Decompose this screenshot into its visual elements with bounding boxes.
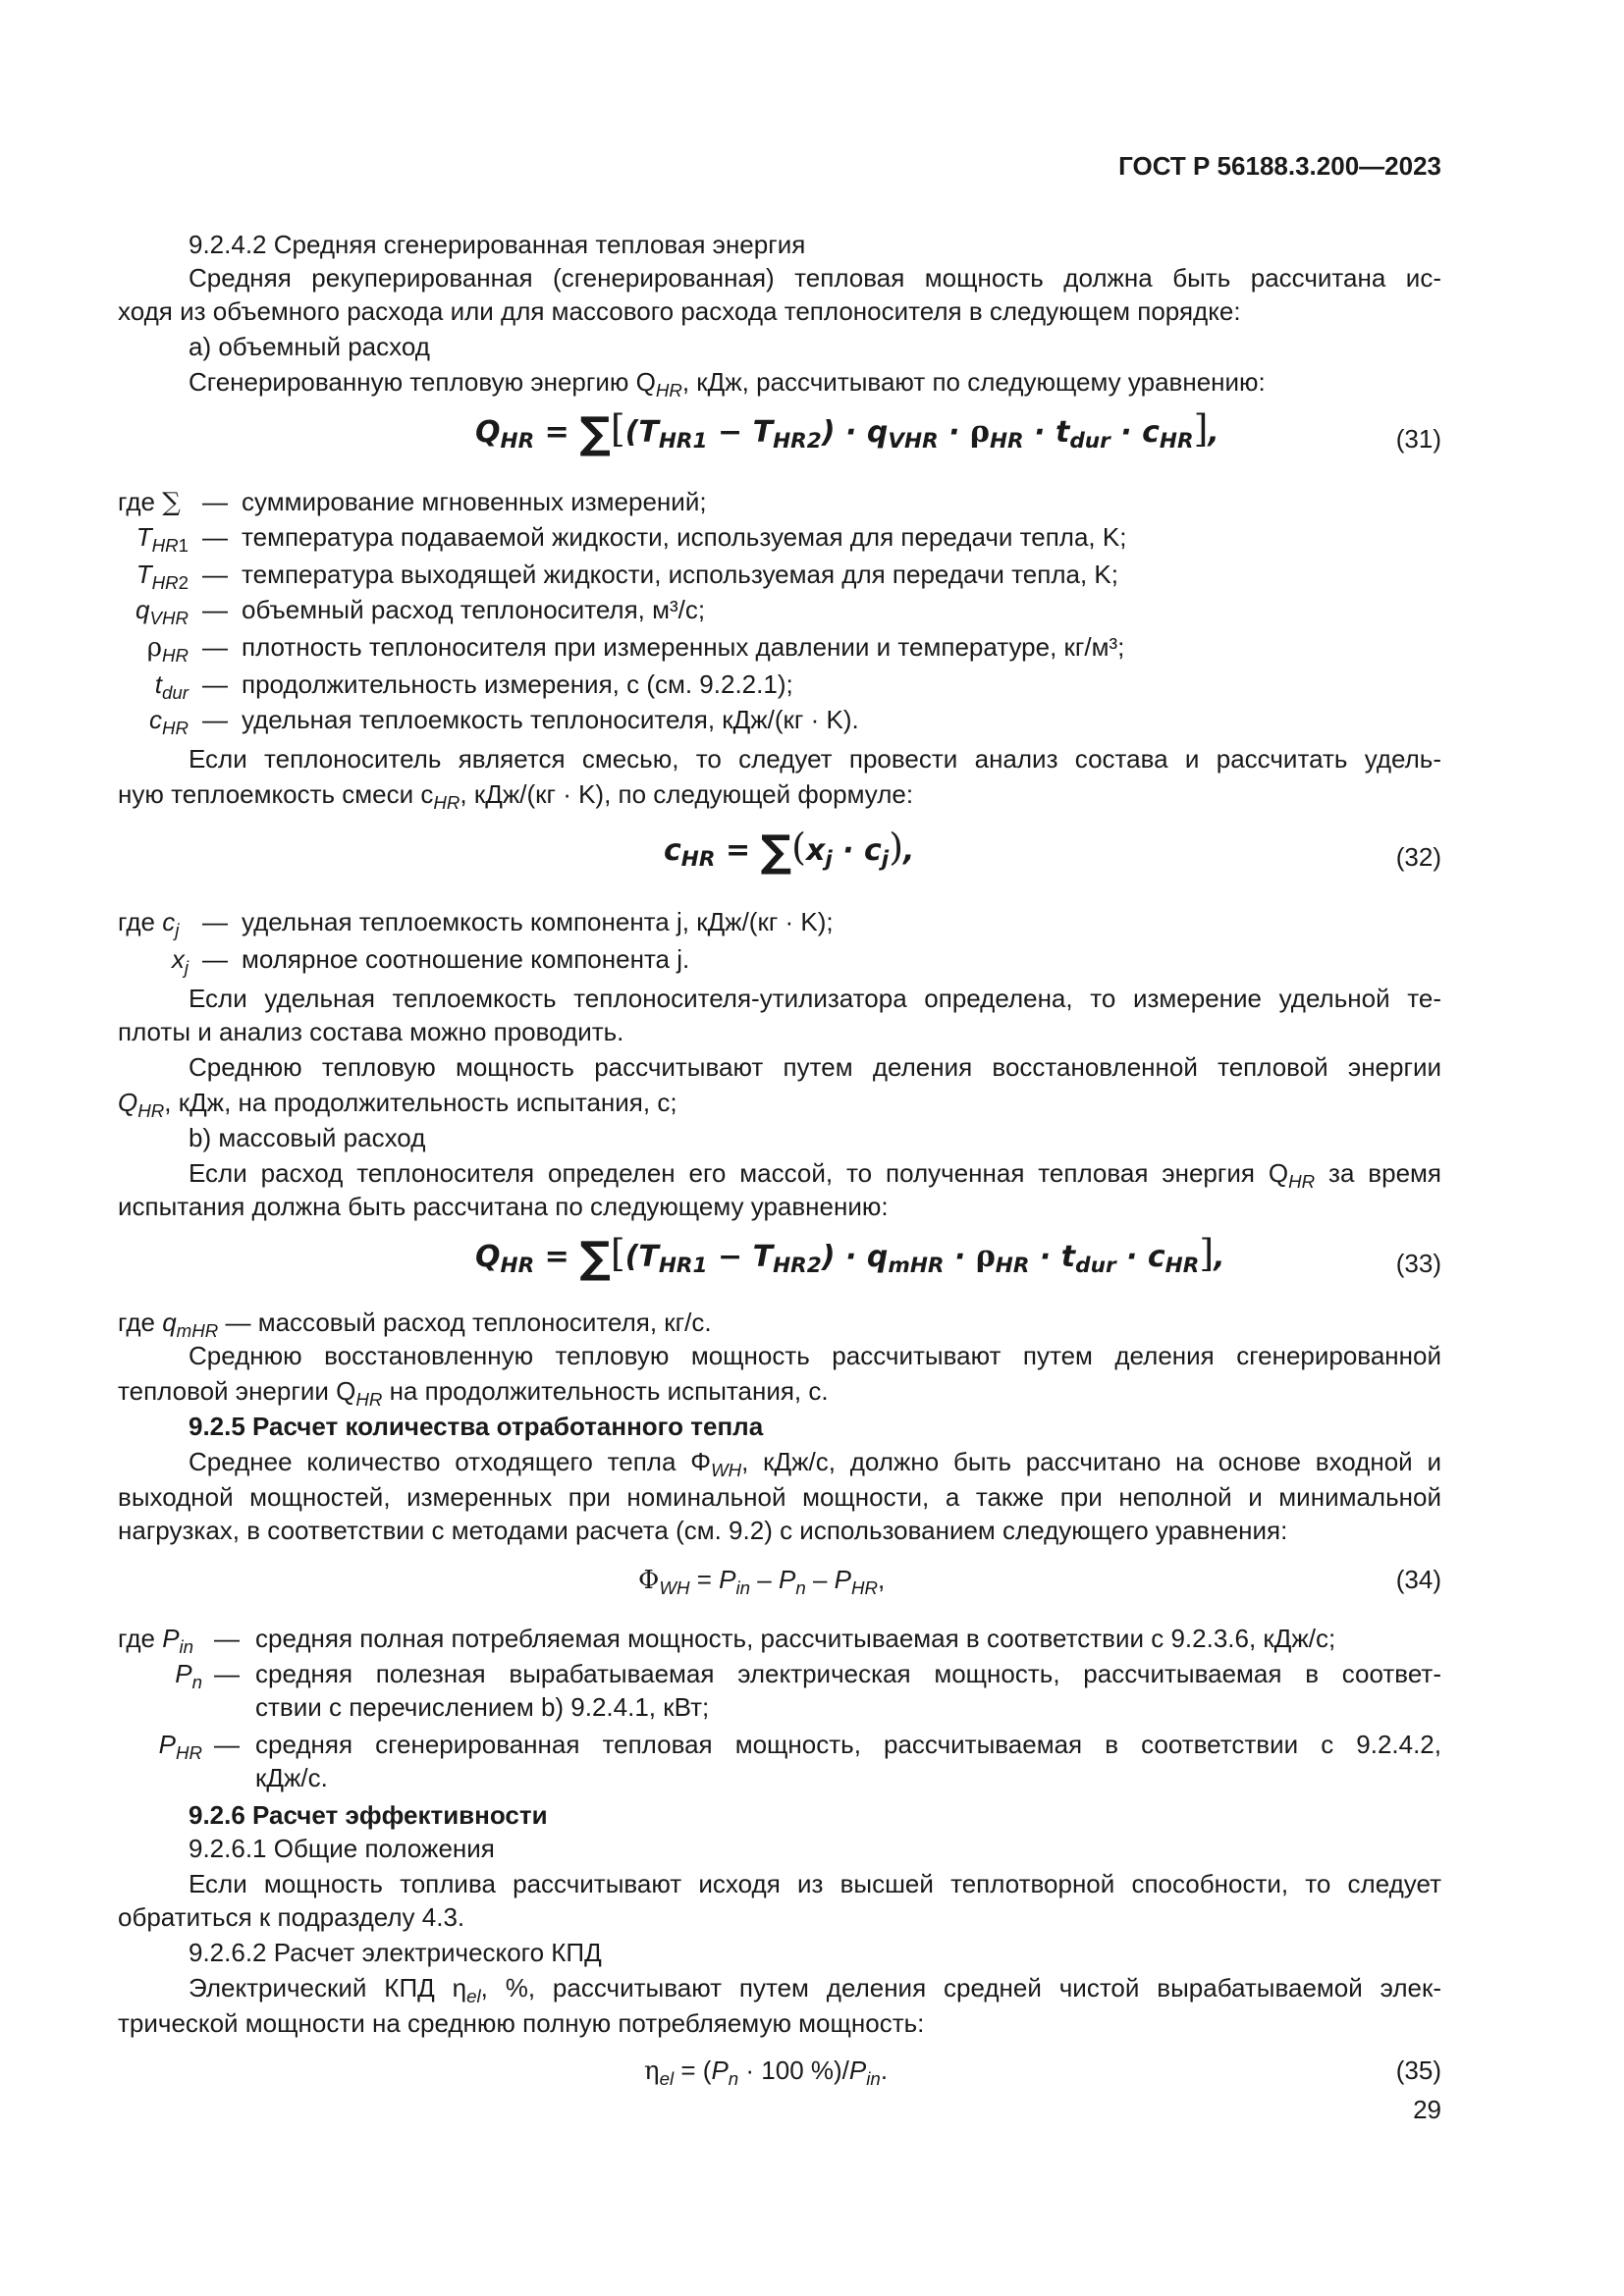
paragraph-line: Среднее количество отходящего тепла $\Phi_{WH}$, кДж/с, должно быть рассчитано на основе входной и [189, 1447, 1441, 1480]
definition-xj: молярное соотношение компонента j. [242, 944, 690, 974]
section-9-2-5-title: 9.2.5 Расчет количества отработанного тепла [189, 1412, 764, 1441]
equation-33-number: (33) [1395, 1249, 1441, 1278]
paragraph-line: обратиться к подразделу 4.3. [118, 1902, 465, 1932]
definition-qvhr: объемный расход теплоносителя, м³/с; [242, 595, 706, 624]
paragraph-line: Если удельная теплоемкость теплоносителя-утилизатора определена, то измерение удельной те- [189, 984, 1441, 1013]
definition-rhohr: плотность теплоносителя при измеренных давлении и температуре, кг/м³; [242, 632, 1125, 662]
dash: — [202, 522, 228, 552]
definition-phr: кДж/с. [255, 1763, 328, 1792]
list-item-b: b) массовый расход [189, 1123, 426, 1152]
paragraph-line: ходя из объемного расхода или для массового расхода теплоносителя в следующем порядке: [118, 296, 1241, 326]
equation-33: $Q_{HR} = \sum[(T_{HR1} - T_{HR2}) \cdot q_{mHR} \cdot \rho_{HR} \cdot t_{dur} \cdot c_{HR}]$, [475, 1232, 1225, 1283]
definition-pin: средняя полная потребляемая мощность, рассчитываемая в соответствии с 9.2.3.6, кДж/с; [255, 1624, 1336, 1653]
equation-32-number: (32) [1395, 842, 1441, 872]
paragraph-line: Если мощность топлива рассчитывают исходя из высшей теплотворной способности, то следует [189, 1869, 1441, 1898]
symbol-tdur: $t_{dur}$ [154, 669, 189, 703]
dash: — [202, 705, 228, 734]
symbol-qvhr: $q_{VHR}$ [135, 595, 189, 628]
equation-32: $c_{HR} = \sum(x_j \cdot c_j)$, [664, 826, 915, 877]
dash: — [202, 560, 228, 589]
section-9-2-4-2-title: 9.2.4.2 Средняя сгенерированная тепловая энергия [189, 230, 806, 259]
dash: — [202, 669, 228, 699]
paragraph-line: Средняя рекуперированная (сгенерированная) тепловая мощность должна быть рассчитана ис- [189, 263, 1441, 293]
dash: — [214, 1730, 240, 1759]
symbol-chr: $c_{HR}$ [148, 705, 189, 738]
symbol-rhohr: $\rho_{HR}$ [146, 633, 189, 666]
equation-34: $\Phi_{WH} = P_{in} - P_n - P_{HR}$, [638, 1565, 886, 1598]
dash: — [202, 487, 228, 516]
definition-cj: удельная теплоемкость компонента j, кДж/(кг · K); [242, 907, 834, 936]
section-9-2-6-title: 9.2.6 Расчет эффективности [189, 1800, 548, 1830]
paragraph-line: плоты и анализ состава можно проводить. [118, 1017, 624, 1046]
paragraph-line: ную теплоемкость смеси $c_{HR}$, кДж/(кг · K), по следующей формуле: [118, 779, 914, 813]
definition-thr2: температура выходящей жидкости, используемая для передачи тепла, K; [242, 560, 1118, 589]
dash: — [202, 595, 228, 624]
paragraph-line: нагрузках, в соответствии с методами расчета (см. 9.2) с использованием следующего уравнения: [118, 1516, 1288, 1545]
definition-thr1: температура подаваемой жидкости, используемая для передачи тепла, K; [242, 522, 1127, 552]
paragraph-line: Если теплоноситель является смесью, то следует провести анализ состава и рассчитать удель- [189, 744, 1441, 774]
where-label: где $P_{in}$ [118, 1624, 194, 1657]
paragraph-line: выходной мощностей, измеренных при номинальной мощности, а также при неполной и минимальной [118, 1482, 1441, 1512]
definition-tdur: продолжительность измерения, с (см. 9.2.2.1); [242, 669, 793, 699]
paragraph-line: Если расход теплоносителя определен его массой, то полученная тепловая энергия $Q_{HR}$ за время [189, 1158, 1441, 1192]
section-9-2-6-2-title: 9.2.6.2 Расчет электрического КПД [189, 1938, 602, 1967]
equation-31-number: (31) [1395, 424, 1441, 454]
dash: — [214, 1659, 240, 1688]
paragraph-line: Среднюю восстановленную тепловую мощность рассчитывают путем деления сгенерированной [189, 1341, 1441, 1370]
document-header: ГОСТ Р 56188.3.200—2023 [1118, 151, 1441, 181]
paragraph-line: Сгенерированную тепловую энергию $Q_{HR}$, кДж, рассчитывают по следующему уравнению: [189, 367, 1266, 400]
equation-35: $\eta_{el} = (P_n \cdot 100$ $\%)/P_{in}$. [644, 2056, 889, 2089]
equation-34-number: (34) [1395, 1565, 1441, 1594]
symbol-thr2: $T_{HR2}$ [135, 560, 189, 593]
paragraph-line: тепловой энергии $Q_{HR}$ на продолжительность испытания, с. [118, 1376, 829, 1410]
page-number: 29 [1413, 2095, 1441, 2124]
definition-pn: ствии с перечислением b) 9.2.4.1, кВт; [255, 1692, 710, 1722]
dash: — [202, 907, 228, 936]
where-label: где $c_j$ [118, 907, 180, 940]
symbol-xj: $x_j$ [171, 944, 189, 978]
symbol-thr1: $T_{HR1}$ [135, 522, 189, 556]
where-label: где ∑ [118, 487, 181, 517]
dash: — [202, 944, 228, 974]
symbol-phr: $P_{HR}$ [158, 1730, 202, 1763]
equation-35-number: (35) [1395, 2056, 1441, 2085]
paragraph-line: трической мощности на среднюю полную потребляемую мощность: [118, 2008, 925, 2038]
section-9-2-6-1-title: 9.2.6.1 Общие положения [189, 1834, 495, 1863]
definition-chr: удельная теплоемкость теплоносителя, кДж/(кг · K). [242, 705, 859, 734]
paragraph-line: $Q_{HR}$, кДж, на продолжительность испытания, с; [118, 1088, 677, 1121]
paragraph-line: испытания должна быть рассчитана по следующему уравнению: [118, 1192, 889, 1221]
list-item-a: а) объемный расход [189, 332, 430, 361]
definition-qmhr: где $q_{mHR}$ — массовый расход теплоносителя, кг/с. [118, 1308, 712, 1341]
dash: — [202, 632, 228, 662]
dash: — [214, 1624, 240, 1653]
symbol-pn: $P_n$ [175, 1659, 202, 1692]
equation-31: $Q_{HR} = \sum[(T_{HR1} - T_{HR2}) \cdot q_{VHR} \cdot \rho_{HR} \cdot t_{dur} \cdot c_{HR}]$, [475, 407, 1219, 458]
definition-pn: средняя полезная вырабатываемая электрическая мощность, рассчитываемая в соответ- [255, 1659, 1441, 1688]
paragraph-line: Электрический КПД $\eta_{el}$, %, рассчитывают путем деления средней чистой вырабатываемой элек- [189, 1973, 1441, 2006]
definition-phr: средняя сгенерированная тепловая мощность, рассчитываемая в соответствии с 9.2.4.2, [255, 1730, 1441, 1759]
definition-sum: суммирование мгновенных измерений; [242, 487, 707, 516]
paragraph-line: Среднюю тепловую мощность рассчитывают путем деления восстановленной тепловой энергии [189, 1052, 1441, 1082]
